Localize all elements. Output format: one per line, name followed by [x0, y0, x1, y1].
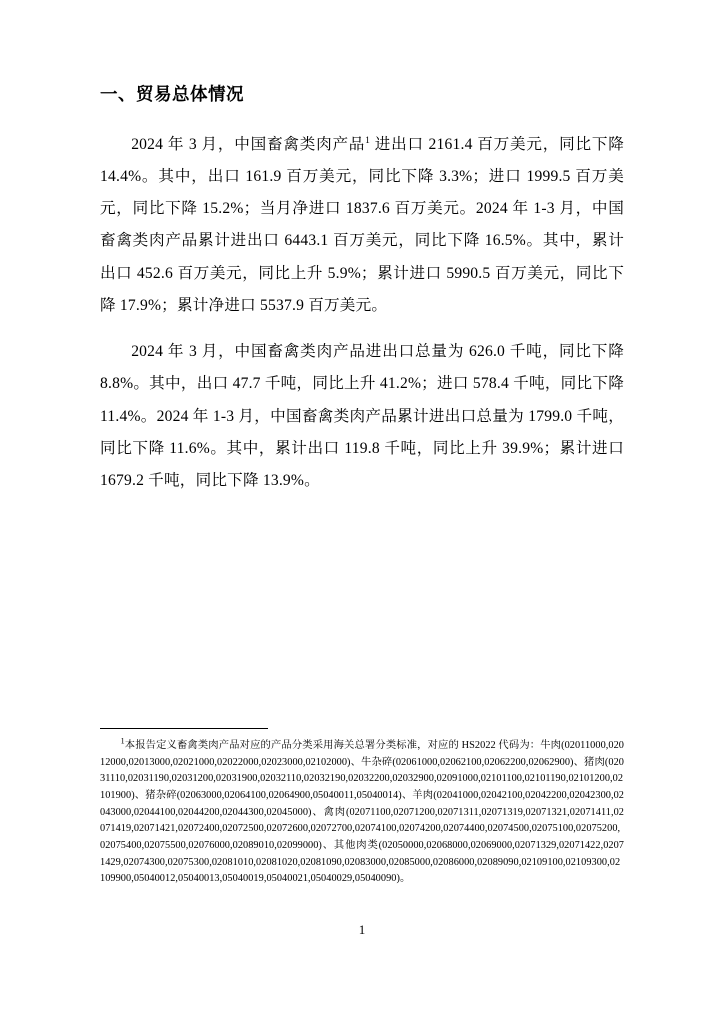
footnote-marker: 1 [120, 736, 125, 746]
paragraph-trade-volume [100, 336, 624, 497]
footnote-content: 本报告定义畜禽类肉产品对应的产品分类采用海关总署分类标准，对应的 HS2022 代码为：牛肉(02011000,02012000,02013000,02021000,02022000,02023000,02102000)、牛杂碎(02061000,02062100,02062200,02062900)、猪肉(02031110,02031190,02031200,02031900,02032110,02032190,02032200,02032900,02091000,02101100,02101190,02101200,02101900)、猪杂碎(02063000,02064100,02064900,05040011,05040014)、羊肉(02041000,02042100,02042200,02042300,02043000,02044100,02044200,02044300,02045000)、禽肉(02071100,02071200,02071311,02071319,02071321,02071411,02071419,02071421,02072400,02072500,02072600,02072700,02074100,02074200,02074400,02074500,02075100,02075200,02075400,02075500,02076000,02089010,02099000)、其他肉类(02050000,02068000,02069000,02071329,02071422,02071429,02074300,02075300,02081010,02081020,02081090,02083000,02085000,02086000,02089090,02109100,02109300,02109900,05040012,05040013,05040019,05040021,05040029,05040090)。 [100, 740, 624, 885]
paragraph-trade-value [100, 129, 624, 323]
document-body [100, 82, 624, 511]
page-number: 1 [358, 922, 366, 937]
footnote-reference: 1 [365, 135, 371, 146]
paragraph-value-rest: 进出口 2161.4 百万美元，同比下降 14.4%。其中，出口 161.9 百万美元，同比下降 3.3%；进口 1999.5 百万美元，同比下降 15.2%；当月净进口 1837.6 百万美元。2024 年 1-3 月，中国畜禽类肉产品累计进出口 6443.1 百万美元，同比下降 16.5%。其中，累计出口 452.6 百万美元，同比上升 5.9%；累计进口 5990.5 百万美元，同比下降 17.9%；累计净进口 5537.9 百万美元。 [100, 135, 624, 314]
paragraph-volume-text: 2024 年 3 月，中国畜禽类肉产品进出口总量为 626.0 千吨，同比下降 8.8%。其中，出口 47.7 千吨，同比上升 41.2%；进口 578.4 千吨，同比下降 11.4%。2024 年 1-3 月，中国畜禽类肉产品累计进出口总量为 1799.0 千吨，同比下降 11.6%。其中，累计出口 119.8 千吨，同比上升 39.9%；累计进口 1679.2 千吨，同比下降 13.9%。 [100, 343, 624, 490]
paragraph-value-lead: 2024 年 3 月，中国畜禽类肉产品 [131, 135, 366, 153]
footnote-area [100, 728, 624, 888]
footnote-body [100, 738, 624, 888]
footnote-divider [100, 728, 268, 729]
section-heading: 一、贸易总体情况 [100, 84, 244, 104]
